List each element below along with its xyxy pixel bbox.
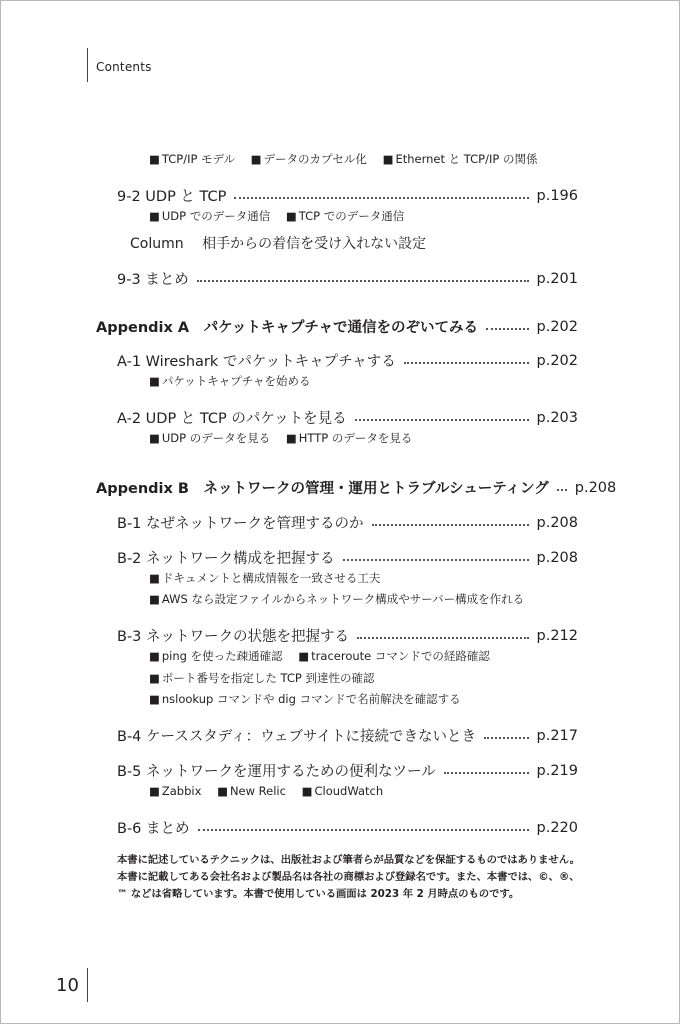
column-label: Column (130, 236, 184, 252)
toc-appendix-b[interactable] (96, 477, 617, 498)
toc-entry-title: B-2 ネットワーク構成を把握する (117, 551, 335, 567)
toc-topics-b-2 (149, 570, 392, 586)
toc-page-number: p.202 (536, 318, 578, 335)
toc-topics-9-2 (149, 208, 416, 224)
toc-entry-title: B-5 ネットワークを運用するための便利なツール (117, 764, 436, 780)
toc-entry-title: A-2 UDP と TCP のパケットを見る (117, 411, 347, 427)
toc-topic: ■ パケットキャプチャを始める (149, 374, 310, 388)
toc-topics-b-3 (149, 648, 502, 664)
leader-dots (357, 637, 528, 639)
toc-entry-title: B-1 なぜネットワークを管理するのか (117, 516, 364, 532)
toc-topics-b-2 (149, 591, 536, 607)
leader-dots (484, 737, 528, 739)
toc-topic: ■ CloudWatch (302, 784, 384, 798)
toc-topic: ■ TCP でのデータ通信 (286, 209, 404, 223)
toc-page-number: p.201 (536, 270, 578, 287)
toc-entry-b-1[interactable] (117, 512, 578, 533)
toc-topics-b-5 (149, 784, 395, 798)
toc-entry-b-6[interactable] (117, 817, 578, 838)
toc-topic: ■ ドキュメントと構成情報を一致させる工夫 (149, 571, 380, 585)
toc-topics-a-2 (149, 430, 424, 446)
header-rule (87, 48, 88, 82)
toc-topics-b-3 (149, 670, 387, 686)
toc-column-entry[interactable] (130, 233, 426, 253)
notice-line: ™ などは省略しています。本書で使用している画面は 2023 年 2 月時点のものです。 (117, 888, 520, 900)
toc-entry-title: B-3 ネットワークの状態を把握する (117, 629, 350, 645)
toc-topic: ■ New Relic (217, 784, 286, 798)
toc-page-number: p.196 (536, 187, 578, 204)
legal-notice (117, 852, 587, 903)
toc-topic: ■ データのカプセル化 (251, 152, 367, 166)
toc-appendix-a[interactable] (96, 316, 578, 337)
running-header: Contents (96, 60, 152, 74)
toc-topic: ■ UDP のデータを見る (149, 431, 270, 445)
toc-entry-title: B-4 ケーススタディ：ウェブサイトに接続できないとき (117, 729, 477, 745)
toc-topic: ■ nslookup コマンドや dig コマンドで名前解決を確認する (149, 692, 461, 706)
toc-page-number: p.217 (536, 727, 578, 744)
toc-topic: ■ Ethernet と TCP/IP の関係 (383, 152, 538, 166)
toc-topic: ■ UDP でのデータ通信 (149, 209, 270, 223)
toc-topic: ■ Zabbix (149, 784, 201, 798)
toc-page-number: p.202 (536, 352, 578, 369)
leader-dots (355, 419, 529, 421)
leader-dots (404, 362, 529, 364)
toc-page-number: p.219 (536, 762, 578, 779)
toc-page-number: p.203 (536, 409, 578, 426)
toc-entry-title: 9-3 まとめ (117, 272, 189, 288)
toc-entry-b-3[interactable] (117, 625, 578, 646)
toc-page-number: p.208 (536, 549, 578, 566)
leader-dots (197, 280, 529, 282)
toc-entry-title: 9-2 UDP と TCP (117, 189, 227, 205)
toc-entry-b-4[interactable] (117, 725, 578, 746)
toc-topic: ■ traceroute コマンドでの経路確認 (298, 649, 490, 663)
toc-page-number: p.208 (574, 479, 617, 496)
leader-dots (444, 772, 529, 774)
notice-line: 本書に記述しているテクニックは、出版社および筆者らが品質などを保証するものではありません。 (117, 854, 580, 866)
folio-rule (87, 968, 88, 1002)
toc-appendix-title: Appendix B ネットワークの管理・運用とトラブルシューティング (96, 481, 549, 497)
toc-entry-b-2[interactable] (117, 547, 578, 568)
toc-page-number: p.220 (536, 819, 578, 836)
toc-topic: ■ ポート番号を指定した TCP 到達性の確認 (149, 671, 375, 685)
page-number: 10 (56, 975, 79, 996)
toc-entry-title: B-6 まとめ (117, 821, 190, 837)
toc-topic: ■ ping を使った疎通確認 (149, 649, 283, 663)
notice-line: 本書に記載してある会社名および製品名は各社の商標および登録名です。また、本書では、©、®、 (117, 871, 580, 883)
toc-entry-b-5[interactable] (117, 760, 578, 781)
leader-dots (486, 328, 529, 330)
toc-topic: ■ TCP/IP モデル (149, 152, 235, 166)
leader-dots (557, 489, 567, 491)
toc-page-number: p.212 (536, 627, 578, 644)
toc-topic: ■ AWS なら設定ファイルからネットワーク構成やサーバー構成を作れる (149, 592, 524, 606)
column-title: 相手からの着信を受け入れない設定 (202, 236, 427, 252)
leader-dots (372, 524, 529, 526)
toc-entry-9-3[interactable] (117, 268, 578, 289)
toc-topics-9-1 (149, 151, 549, 167)
toc-entry-9-2[interactable] (117, 185, 578, 206)
leader-dots (198, 829, 529, 831)
toc-topics-a-1 (149, 373, 322, 389)
leader-dots (343, 559, 529, 561)
toc-entry-title: A-1 Wireshark でパケットキャプチャする (117, 354, 396, 370)
toc-entry-a-2[interactable] (117, 407, 578, 428)
toc-appendix-title: Appendix A パケットキャプチャで通信をのぞいてみる (96, 320, 478, 336)
toc-topic: ■ HTTP のデータを見る (286, 431, 412, 445)
toc-topics-b-3 (149, 691, 473, 707)
toc-entry-a-1[interactable] (117, 350, 578, 371)
leader-dots (234, 197, 528, 199)
toc-page-number: p.208 (536, 514, 578, 531)
